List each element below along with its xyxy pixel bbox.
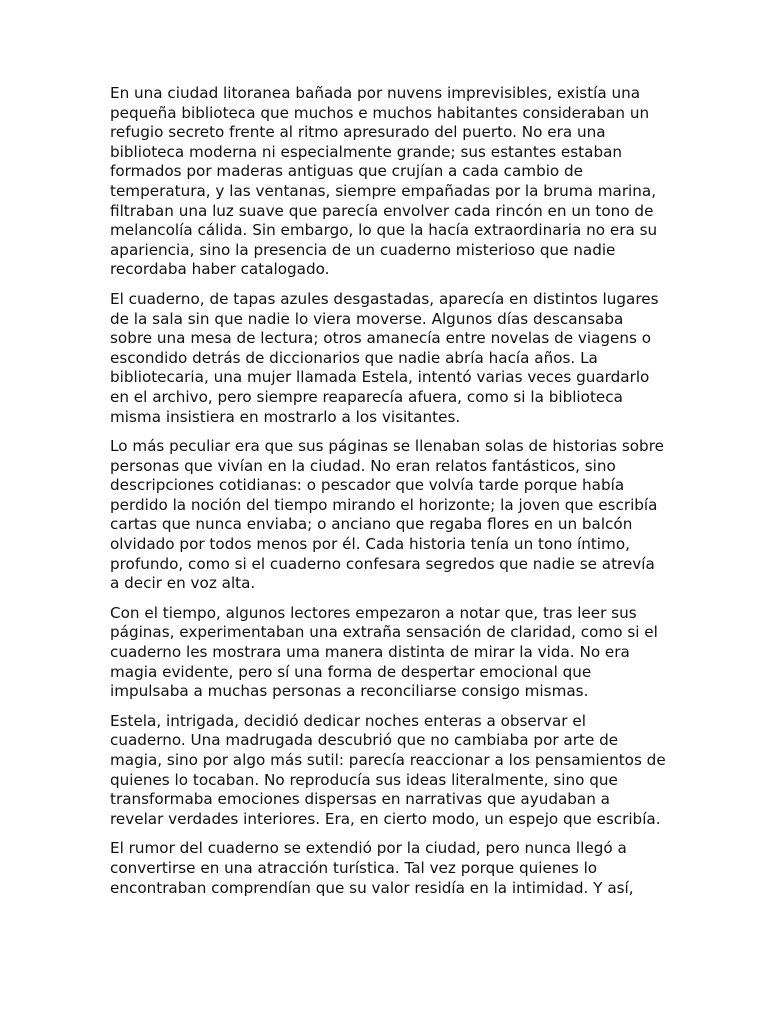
paragraph-6: El rumor del cuaderno se extendió por la ciudad, pero nunca llegó a convertirse en una atracción turística. Tal vez porque quienes lo encontraban comprendían que su valor residía en la intimidad. Y así, — [110, 839, 634, 897]
paragraph-5: Estela, intrigada, decidió dedicar noches enteras a observar el cuaderno. Una madrugada descubrió que no cambiaba por arte de magia, sino por algo más sutil: parecía reaccionar a los pensamientos de quienes lo tocaban. No reproducía sus ideas literalmente, sino que transformaba emociones dispersas en narrativas que ayudaban a revelar verdades interiores. Era, en cierto modo, un espejo que escribía. — [110, 711, 666, 828]
document-page — [110, 84, 666, 908]
paragraph-2: El cuaderno, de tapas azules desgastadas, aparecía en distintos lugares de la sala sin que nadie lo viera moverse. Algunos días descansaba sobre una mesa de lectura; otros amanecía entre novelas de viagens o escondido detrás de diccionarios que nadie abría hacía años. La bibliotecaria, una mujer llamada Estela, intentó varias veces guardarlo en el archivo, pero siempre reaparecía afuera, como si la biblioteca misma insistiera en mostrarlo a los visitantes. — [110, 289, 659, 426]
paragraph-1: En una ciudad litoranea bañada por nuvens imprevisibles, existía una pequeña biblioteca que muchos e muchos habitantes consideraban un refugio secreto frente al ritmo apresurado del puerto. No era una biblioteca moderna ni especialmente grande; sus estantes estaban formados por maderas antiguas que crujían a cada cambio de temperatura, y las ventanas, siempre empañadas por la bruma marina, filtraban una luz suave que parecía envolver cada rincón en un tono de melancolía cálida. Sin embargo, lo que la hacía extraordinaria no era su apariencia, sino la presencia de un cuaderno misterioso que nadie recordaba haber catalogado. — [110, 84, 658, 279]
paragraph-3: Lo más peculiar era que sus páginas se llenaban solas de historias sobre personas que vivían en la ciudad. No eran relatos fantásticos, sino descripciones cotidianas: o pescador que volvía tarde porque había perdido la noción del tiempo mirando el horizonte; la joven que escribía cartas que nunca enviaba; o anciano que regaba flores en un balcón olvidado por todos menos por él. Cada historia tenía un tono íntimo, profundo, como si el cuaderno confesara segredos que nadie se atrevía a decir en voz alta. — [110, 437, 664, 593]
paragraph-4: Con el tiempo, algunos lectores empezaron a notar que, tras leer sus páginas, experimentaban una extraña sensación de claridad, como si el cuaderno les mostrara uma manera distinta de mirar la vida. No era magia evidente, pero sí una forma de despertar emocional que impulsaba a muchas personas a reconciliarse consigo mismas. — [110, 603, 658, 701]
